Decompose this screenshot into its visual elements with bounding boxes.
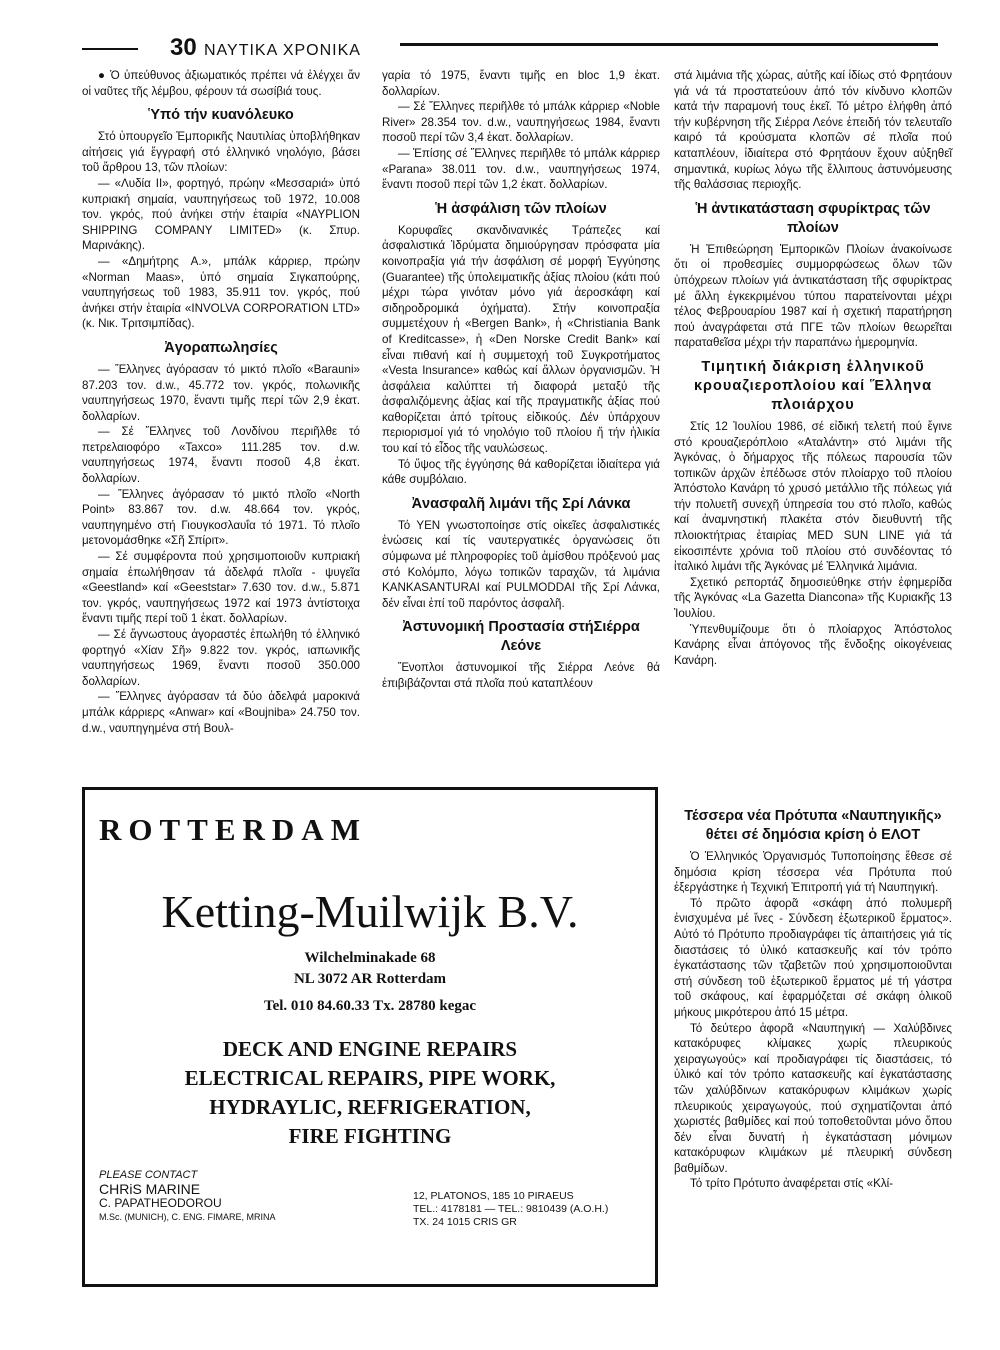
ad-contact-person: C. PAPATHEODOROU [99,1196,222,1210]
ad-phone: Tel. 010 84.60.33 Tx. 28780 kegac [263,998,477,1014]
paragraph: — «Δημήτρης Α.», μπάλκ κάρριερ, πρώην «Norman Maas», ὑπό σημαία Σιγκαπούρης, ναυπηγήσεως τοῦ 1983, 35.911 τον. γκρός, πού ἀνήκει στήν ἑταιρία «INVOLVA CORPORATION LTD» (κ. Νικ. Τριτσιμπίδας). [82,254,360,331]
paragraph: Στό ὑπουργεῖο Ἐμπορικῆς Ναυτιλίας ὑποβλήθηκαν αἰτήσεις γιά ἔγγραφή στό ἑλληνικό νηολόγιο, βάσει τοῦ ἄρθρου 13, τῶν πλοίων: [82,130,360,175]
paragraph: — Σέ Ἕλληνες τοῦ Λονδίνου περιῆλθε τό πετρελαιοφόρο «Taxco» 111.285 τον. d.w. ναυπηγήσεως 1974, ἔναντι ποσοῦ 4,8 ἑκατ. δολλαρίων. [82,425,360,486]
ad-service-line: FIRE FIGHTING [288,1124,452,1148]
ad-service-line: HYDRAYLIC, REFRIGERATION, [209,1095,531,1119]
paragraph: Τό τρίτο Πρότυπο ἀναφέρεται στίς «Κλί- [690,1177,894,1191]
ad-services [85,1035,655,1151]
paragraph: Τό ΥΕΝ γνωστοποίησε στίς οἰκεῖες ἀσφαλιστικές ἑνώσεις καί τίς ναυτεργατικές ὀργανώσεις ὅτι σύμφωνα μέ πληροφορίες τοῦ ἁμίσθου πρόξενού μας στό Κολόμπο, λόγω τοπικῶν ταραχῶν, τά λιμάνια KANKASANTURAI καί PULMODDAI τῆς Σρί Λάνκα, δέν εἶναι ἐπί τοῦ παρόντος ἀσφαλῆ. [382,518,660,610]
ad-contact-tel: TEL.: 4178181 — TEL.: 9810439 (A.O.H.) [413,1203,609,1215]
paragraph: Σχετικό ρεπορτάζ δημοσιεύθηκε στήν ἐφημερίδα τῆς Ἀγκόνας «La Gazetta Diancona» τῆς Κυριακῆς 13 Ἰουλίου. [674,575,952,621]
ad-city: ROTTERDAM [99,812,367,847]
ad-service-line: ELECTRICAL REPAIRS, PIPE WORK, [184,1066,556,1090]
paragraph: στά λιμάνια τῆς χώρας, αὐτῆς καί ἰδίως στό Φρητάουν γιά νά τά προστατεύουν ἀπό τόν κίνδυνο κλοπῶν κατά τήν παραμονή τους ἐκεῖ. Τό μέτρο ἐλήφθη ἀπό τήν κυβέρνηση τῆς Σιέρρα Λεόνε ἐπειδή τόν τελευταῖο καιρό τά κρούσματα κλοπῶν σέ πλοῖα πού καταπλέουν, ἰδιαίτερα στό Φρητάουν ἔχουν αὐξηθεῖ σημαντικά, κυρίως λόγω τῆς ἔλλιπους ἀστυνόμευσης τῆς θαλάσσιας περιοχῆς. [674,69,952,192]
page-header [82,36,938,66]
paragraph: Κορυφαῖες σκανδινανικές Τράπεζες καί ἀσφαλιστικά Ἱδρύματα δημιούργησαν πρόσφατα μία κοινοπραξία γιά τήν ἀσφάλιση σέ μορφή Ἐγγύησης (Guarantee) τῆς ὑπολειματικῆς ἀξίας πλοίου (κάτι πού μέχρι τώρα γινόταν μόνο γιά ἀεροσκάφη καί σιδηροδρομικά ὀχήματα). Στήν κοινοπραξία συμμετέχουν ἡ «Bergen Bank», ἡ «Christiania Bank of Kreditcasse», ἡ «Den Norske Credit Bank» καί εἶναι πιθανή καί ἡ συμμετοχή τοῦ Συγκροτήματος «Vesta Insurance» καθώς καί ἄλλων ὀργανισμῶν. Ἡ ἀσφάλεια καλύπτει τή διαφορά μεταξύ τῆς ἀσφαλιζόμενης ἀξίας καί τῆς πραγματικῆς ἀξίας πού καθορίζεται ἀπό τρίτους εἰδικούς. Δέν ὑπάρχουν περιορισμοί γιά τό νηολόγιο τοῦ πλοίου ἤ τήν ἡλικία του καί τό εἶδος τῆς ναυλώσεως. [382,223,660,456]
ad-address-line-1: Wilchelminakade 68 [304,950,436,966]
paragraph: γαρία τό 1975, ἔναντι τιμῆς en bloc 1,9 ἑκατ. δολλαρίων. [382,69,660,98]
column-2 [382,68,660,692]
paragraph: — Ἕλληνες ἀγόρασαν τό μικτό πλοῖο «North Point» 83.867 τον. d.w. 48.664 τον. γκρός, ναυπηγημένο στή Γιουγκοσλαυΐα τό 1971. Τό πλοῖο μετονομάσθηκε «Σῆ Σπίριτ». [82,487,360,548]
paragraph: Ὑπενθυμίζουμε ὅτι ὁ πλοίαρχος Ἀπόστολος Κανάρης εἶναι ἀπόγονος τῆς ἔνδοξης οἰκογένειας Κανάρη. [674,622,952,667]
ad-contact-tx: TX. 24 1015 CRIS GR [413,1216,517,1228]
heading-elot: Τέσσερα νέα Πρότυπα «Ναυπηγικῆς» θέτει σέ δημόσια κρίση ὁ ΕΛΟΤ [684,808,942,843]
page-number: 30 [170,34,197,61]
paragraph: Τό πρῶτο ἀφορᾶ «σκάφη ἀπό πολυμερῆ ἐνισχυμένα μέ ἴνες - Σύνδεση ἐξωτερικοῦ ἔρματος». Αὐτό τό Πρότυπο προδιαγράφει τίς ἀπαιτήσεις γιά τίς διαστάσεις τό ὑλικό κατασκευῆς καί τόν τρόπο ἐγκατάστασης τῶν τζαβετῶν πού χρησιμοποιοῦνται στή σύνδεση τοῦ ἐξωτερικοῦ ἔρματος μέ τή γάστρα τοῦ σκάφους, καί ἐφαρμόζεται σέ σκάφη ὁλικοῦ μήκους μικρότερου ἀπό 15 μέτρα. [674,896,952,1019]
column-1 [82,68,360,736]
paragraph: Τό ὕψος τῆς ἐγγύησης θά καθορίζεται ἰδιαίτερα γιά κάθε συμβόλαιο. [382,457,660,487]
advertisement-box [82,787,658,1287]
ad-contact-quals: M.Sc. (MUNICH), C. ENG. FIMARE, MRINA [99,1212,276,1222]
paragraph: — Ἕλληνες ἀγόρασαν τά δύο ἀδελφά μαροκινά μπάλκ κάρριερς «Anwar» καί «Boujniba» 24.750 τον. d.w., ναυπηγημένα στή Βουλ- [82,690,360,735]
paragraph: — Σέ ἄγνωστους ἀγοραστές ἐπωλήθη τό ἑλληνικό φορτηγό «Χίαν Σῆ» 9.822 τον. γκρός, ιαπωνικῆς ναυπηγήσεως 1969, ἔναντι ποσοῦ 350.000 δολλαρίων. [82,628,360,688]
intro-text: Ὁ ὑπεύθυνος ἀξιωματικός πρέπει νά ἐλέγχει ἄν οἱ ναῦτες τῆς λέμβου, φέρουν τά σωσίβιά τους. [82,69,360,98]
heading-honor: Τιμητική διάκριση ἑλληνικοῦ κρουαζιεροπλοίου καί Ἕλληνα πλοιάρχου [693,358,933,413]
intro-paragraph [82,68,360,99]
header-rule-left [82,48,138,50]
heading-police: Ἀστυνομική Προστασία στήΣιέρρα Λεόνε [402,619,640,655]
heading-whistle: Ἡ ἀντικατάσταση σφυρίκτρας τῶν πλοίων [695,200,931,236]
ad-contact-address-block [413,1190,608,1229]
heading-flag: Ὑπό τήν κυανόλευκο [148,107,294,124]
paragraph: Ἡ Ἐπιθεώρηση Ἐμπορικῶν Πλοίων ἀνακοίνωσε ὅτι οἱ προθεσμίες συμμορφώσεως ὅλων τῶν ὑπόχρεων πλοίων γιά ἀντικατάσταση τῆς σφυρίκτρας μέ ἄλλη ἐγκεκριμένου τύπου παρατείνονται μέχρι τέλος Φεβρουαρίου 1987 καί ἡ σχετική παρατήρηση πού ἀναγράφεται στά ΠΓΕ τῶν πλοίων θεωρεῖται παραταθεῖσα μέχρι τήν παραπάνω ἡμερομηνία. [674,242,952,350]
paragraph: — Σέ Ἕλληνες περιῆλθε τό μπάλκ κάρριερ «Noble River» 28.354 τον. d.w., ναυπηγήσεως 1984, ἔναντι ποσοῦ περί τῶν 3,4 ἑκατ. δολλαρίων. [382,100,660,145]
column-3-top [674,68,952,668]
bullet-icon: ● [98,69,107,82]
ad-contact-company: CHRiS MARINE [99,1181,201,1197]
magazine-title: ΝΑΥΤΙΚΑ ΧΡΟΝΙΚΑ [204,42,361,59]
paragraph: Ὁ Ἑλληνικός Ὀργανισμός Τυποποίησης ἔθεσε σέ δημόσια κρίση τέσσερα νέα Πρότυπα πού ἐξεργάστηκε ἡ Τεχνική Ἐπιτροπή γιά τή Ναυπηγική. [674,850,952,895]
heading-sales: Ἀγοραπωλησίες [164,339,278,356]
header-rule-right [400,43,938,46]
paragraph: — Ἕλληνες ἀγόρασαν τό μικτό πλοῖο «Barauni» 87.203 τον. d.w., 45.772 τον. γκρός, πολωνικῆς ναυπηγήσεως 1970, ἔναντι τιμῆς περί τῶν 2,9 ἑκατ. δολλαρίων. [82,362,360,423]
ad-company-name: Ketting-Muilwijk B.V. [161,886,579,937]
ad-service-line: DECK AND ENGINE REPAIRS [222,1037,518,1061]
paragraph: — Ἐπίσης σέ Ἕλληνες περιῆλθε τό μπάλκ κάρριερ «Parana» 38.011 τον. d.w., ναυπηγήσεως 1974, ἔναντι ποσοῦ περί τῶν 1,2 ἑκατ. δολλαρίων. [382,146,660,192]
heading-insurance: Ἡ ἀσφάλιση τῶν πλοίων [435,200,607,217]
column-3-bottom [674,800,952,1192]
ad-address-line-2: NL 3072 AR Rotterdam [293,971,447,987]
heading-srilanka: Ἀνασφαλῆ λιμάνι τῆς Σρί Λάνκα [411,495,631,512]
ad-contact-address: 12, PLATONOS, 185 10 PIRAEUS [413,1190,574,1202]
ad-contact-label: PLEASE CONTACT [99,1169,198,1181]
paragraph: Ἔνοπλοι ἀστυνομικοί τῆς Σιέρρα Λεόνε θά ἐπιβιβάζονται στά πλοῖα πού καταπλέουν [382,661,660,690]
paragraph: Στίς 12 Ἰουλίου 1986, σέ εἰδική τελετή πού ἔγινε στό κρουαζιερόπλοιο «Αταλάντη» στό λιμάνι τῆς Ἀγκόνας, ὁ δήμαρχος τῆς πόλεως παρουσία τῶν τοπικῶν ἀρχῶν ἐπέδωσε στόν πλοίαρχο τοῦ πλοίου Ἀπόστολο Κανάρη τό χρυσό μετάλλιο τῆς πόλεως γιά τήν πολυετῆ συνεχῆ ὑπηρεσία του στό πλοῖο, καθώς καί ἀναμνηστική πλακέτα στόν διευθυντή τῆς πλοιοκτήτριας ἑταιρίας MED SUN LINE γιά τά εἰκοσιπέντε χρόνια τοῦ πλοίου στό συνδέοντας τό ἰταλικό λιμάνι τῆς Ἀγκόνας μέ Ἑλληνικά λιμάνια. [674,419,952,574]
paragraph: Τό δεύτερο ἀφορᾶ «Ναυπηγική — Χαλύβδινες κατακόρυφες κλίμακες χωρίς πλευρικούς χειραγωγούς» καί προδιαγράφει τίς διαστάσεις, τό ὑλικό καί τόν τρόπο κατασκευῆς καί ἐγκατάστασης τῶν χαλύβδινων κατακόρυφων κλιμάκων χωρίς πλευρικούς χειραγωγούς, πού σχηματίζονται ἀπό χωριστές βαθμίδες καί πού τοποθετοῦνται μόνο ὅπου δέν εἶναι δυνατή ἡ ἐγκατάσταση μόνιμων κατακόρυφων κλιμάκων μέ πλευρική σύνδεση βαθμίδων. [674,1021,952,1175]
paragraph: — Σέ συμφέροντα πού χρησιμοποιοῦν κυπριακή σημαία ἐπωλήθησαν τά ἀδελφά πλοῖα - ψυγεῖα «Geestland» καί «Geeststar» 7.630 τον. d.w., 5.871 τον. γκρός, ναυπηγήσεως 1972 καί 1973 ἀντίστοιχα ἔναντι τιμῆς περί τοῦ 1 ἑκατ. δολλαρίων. [82,550,360,626]
paragraph: — «Λυδία ΙΙ», φορτηγό, πρώην «Μεσσαριά» ὑπό κυπριακή σημαία, ναυπηγήσεως τοῦ 1972, 10.008 τον. γκρός, πού ἀνήκει στήν ἑταιρία «NAYPLION SHIPPING COMPANY LIMITED» (κ. Σπυρ. Μαρινάκης). [82,176,360,253]
ad-contact-block [99,1168,276,1224]
